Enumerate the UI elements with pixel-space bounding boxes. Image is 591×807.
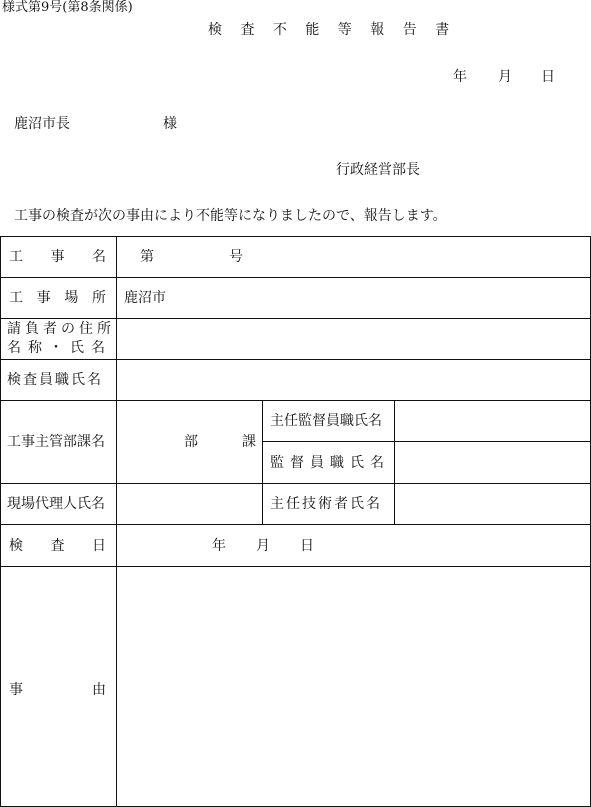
- report-form-table: [0, 236, 591, 807]
- inspection-date-day: 日: [300, 538, 314, 554]
- site-value: 鹿沼市: [124, 290, 166, 306]
- project-number-suffix: 号: [229, 249, 243, 265]
- project-name-label-char: 事: [50, 249, 65, 265]
- site-agent-label: 現場代理人氏名: [7, 496, 105, 512]
- project-name-label: [9, 250, 106, 264]
- project-name-label-char: 工: [9, 249, 23, 265]
- inspector-label: 検査員職氏名: [7, 372, 103, 388]
- inspection-date-month: 月: [256, 538, 270, 554]
- contractor-label-line2: 名称・氏名: [7, 340, 112, 356]
- project-name-label-char: 名: [92, 249, 106, 265]
- row-divider: [0, 359, 591, 360]
- inspection-date-label-char: 日: [92, 538, 106, 554]
- reason-label: [9, 683, 106, 697]
- reason-label-char: 由: [92, 682, 106, 698]
- row-divider: [0, 318, 591, 319]
- sender: 行政経営部長: [336, 162, 420, 178]
- label-column-divider: [116, 236, 117, 807]
- row-divider: [262, 441, 591, 442]
- row-divider: [0, 400, 591, 401]
- report-date-day: 日: [541, 69, 555, 85]
- site-label-char: 所: [91, 290, 106, 306]
- inspection-date-label: [9, 539, 106, 553]
- inspection-date-label-char: 査: [50, 538, 65, 554]
- row-divider: [0, 277, 591, 278]
- site-label-char: 事: [36, 290, 51, 306]
- inspection-date-label-char: 検: [9, 538, 23, 554]
- contractor-label-line1: 請負者の住所: [7, 321, 115, 337]
- department-bu: 部: [184, 434, 198, 450]
- table-border-left: [0, 236, 1, 807]
- site-label-char: 工: [9, 290, 23, 306]
- column-divider: [394, 400, 395, 524]
- row-divider: [0, 566, 591, 567]
- department-ka: 課: [242, 434, 256, 450]
- site-label: [9, 291, 106, 305]
- table-border-top: [0, 236, 591, 237]
- inspection-date-year: 年: [212, 538, 226, 554]
- intro-text: 工事の検査が次の事由により不能等になりましたので、報告します。: [14, 208, 447, 224]
- supervisor-label: 監督員職氏名: [270, 455, 390, 471]
- document-title: 検 査 不 能 等 報 告 書: [208, 22, 457, 38]
- department-label: 工事主管部課名: [7, 434, 105, 450]
- addressee-honorific: 様: [163, 116, 177, 132]
- report-date-year: 年: [453, 69, 467, 85]
- report-date-month: 月: [498, 69, 512, 85]
- form-number-label: 様式第9号(第8条関係): [2, 0, 133, 15]
- row-divider: [0, 483, 591, 484]
- site-label-char: 場: [64, 290, 79, 306]
- row-divider: [0, 524, 591, 525]
- addressee: 鹿沼市長: [14, 116, 70, 132]
- chief-engineer-label: 主任技術者氏名: [270, 496, 382, 512]
- reason-label-char: 事: [9, 682, 23, 698]
- column-divider: [262, 400, 263, 524]
- project-number-prefix: 第: [140, 249, 154, 265]
- chief-supervisor-label: 主任監督員職氏名: [270, 413, 382, 429]
